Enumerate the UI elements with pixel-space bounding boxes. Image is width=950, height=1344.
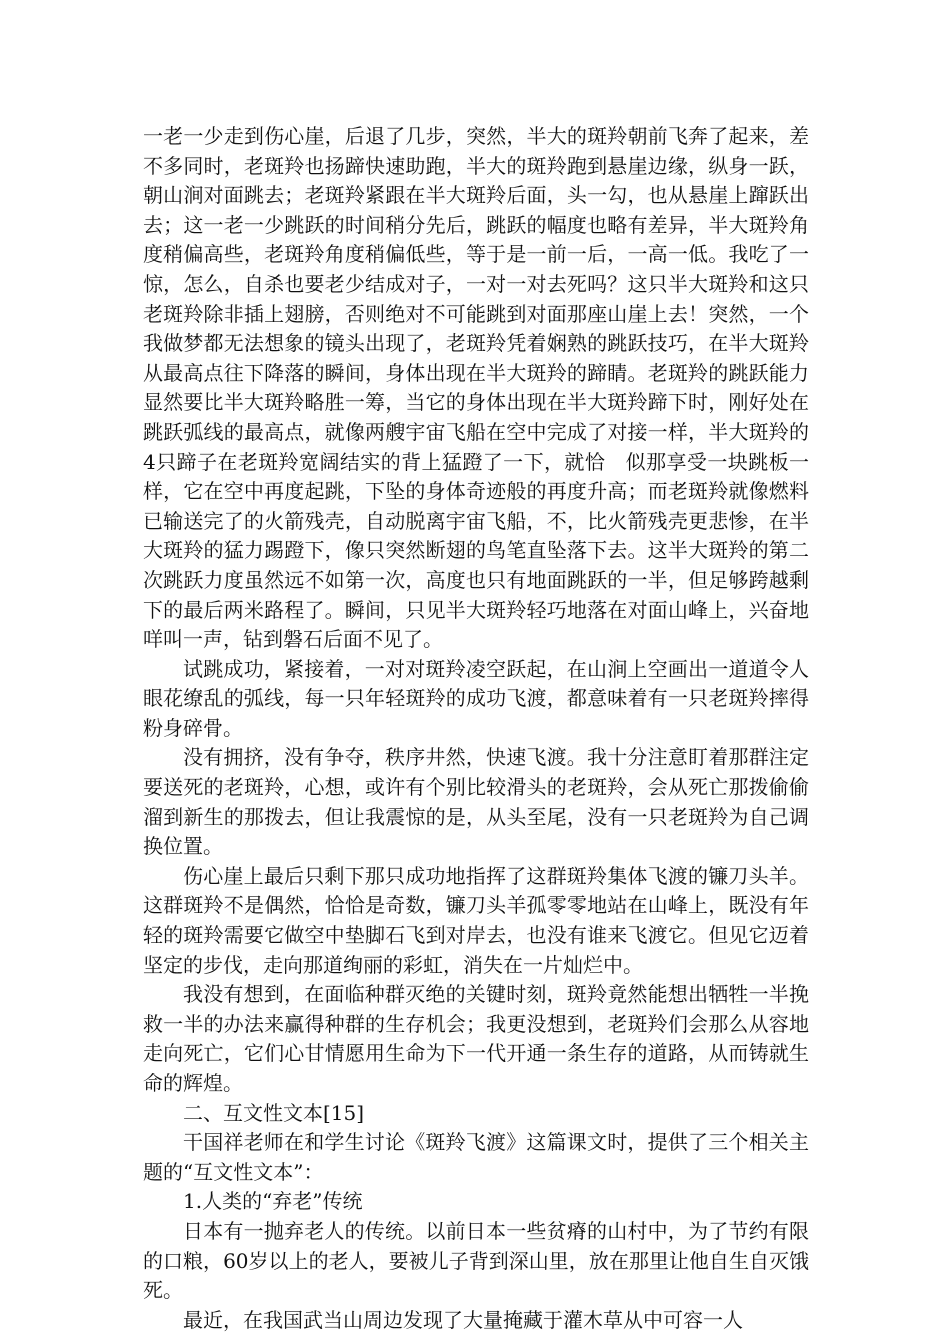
- paragraph: 日本有一抛弃老人的传统。以前日本一些贫瘠的山村中，为了节约有限的口粮，60岁以上的老人，要被儿子背到深山里，放在那里让他自生自灭饿死。: [143, 1218, 809, 1303]
- paragraph: 没有拥挤，没有争夺，秩序井然，快速飞渡。我十分注意盯着那群注定要送死的老斑羚，心想，或许有个别比较滑头的老斑羚，会从死亡那拨偷偷溜到新生的那拨去，但让我震惊的是，从头至尾，没有一只老斑羚为自己调换位置。: [143, 745, 809, 859]
- paragraph: 干国祥老师在和学生讨论《斑羚飞渡》这篇课文时，提供了三个相关主题的“互文性文本”：: [143, 1130, 809, 1184]
- subsection-heading: 1.人类的“弃老”传统: [183, 1189, 363, 1214]
- paragraph: 伤心崖上最后只剩下那只成功地指挥了这群斑羚集体飞渡的镰刀头羊。这群斑羚不是偶然，恰恰是奇数，镰刀头羊孤零零地站在山峰上，既没有年轻的斑羚需要它做空中垫脚石飞到对岸去，也没有谁来飞渡它。但见它迈着坚定的步伐，走向那道绚丽的彩虹，消失在一片灿烂中。: [143, 863, 809, 977]
- paragraph: 一老一少走到伤心崖，后退了几步，突然，半大的斑羚朝前飞奔了起来，差不多同时，老斑羚也扬蹄快速助跑，半大的斑羚跑到悬崖边缘，纵身一跃，朝山涧对面跳去；老斑羚紧跟在半大斑羚后面，头一勾，也从悬崖上蹿跃出去；这一老一少跳跃的时间稍分先后，跳跃的幅度也略有差异，半大斑羚角度稍偏高些，老斑羚角度稍偏低些，等于是一前一后，一高一低。我吃了一惊，怎么，自杀也要老少结成对子，一对一对去死吗？这只半大斑羚和这只老斑羚除非插上翅膀，否则绝对不可能跳到对面那座山崖上去！突然，一个我做梦都无法想象的镜头出现了，老斑羚凭着娴熟的跳跃技巧，在半大斑羚从最高点往下降落的瞬间，身体出现在半大斑羚的蹄睛。老斑羚的跳跃能力显然要比半大斑羚略胜一筹，当它的身体出现在半大斑羚蹄下时，刚好处在跳跃弧线的最高点，就像两艘宇宙飞船在空中完成了对接一样，半大斑羚的4只蹄子在老斑羚宽阔结实的背上猛蹬了一下，就恰 似那享受一块跳板一样，它在空中再度起跳，下坠的身体奇迹般的再度升高；而老斑羚就像燃料已输送完了的火箭残壳，自动脱离宇宙飞船，不，比火箭残壳更悲惨，在半大斑羚的猛力踢蹬下，像只突然断翅的鸟笔直坠落下去。这半大斑羚的第二次跳跃力度虽然远不如第一次，高度也只有地面跳跃的一半，但足够跨越剩下的最后两米路程了。瞬间，只见半大斑羚轻巧地落在对面山峰上，兴奋地咩叫一声，钻到磐石后面不见了。: [143, 124, 809, 652]
- paragraph: 试跳成功，紧接着，一对对斑羚凌空跃起，在山涧上空画出一道道令人眼花缭乱的弧线，每一只年轻斑羚的成功飞渡，都意味着有一只老斑羚摔得粉身碎骨。: [143, 656, 809, 740]
- paragraph: 我没有想到，在面临种群灭绝的关键时刻，斑羚竟然能想出牺牲一半挽救一半的办法来赢得种群的生存机会；我更没想到，老斑羚们会那么从容地走向死亡，它们心甘情愿用生命为下一代开通一条生存的道路，从而铸就生命的辉煌。: [143, 982, 809, 1095]
- paragraph: 最近，在我国武当山周边发现了大量掩藏于灌木草从中可容一人: [183, 1307, 743, 1332]
- document-page: [143, 122, 809, 1335]
- section-heading: 二、互文性文本[15]: [183, 1100, 365, 1125]
